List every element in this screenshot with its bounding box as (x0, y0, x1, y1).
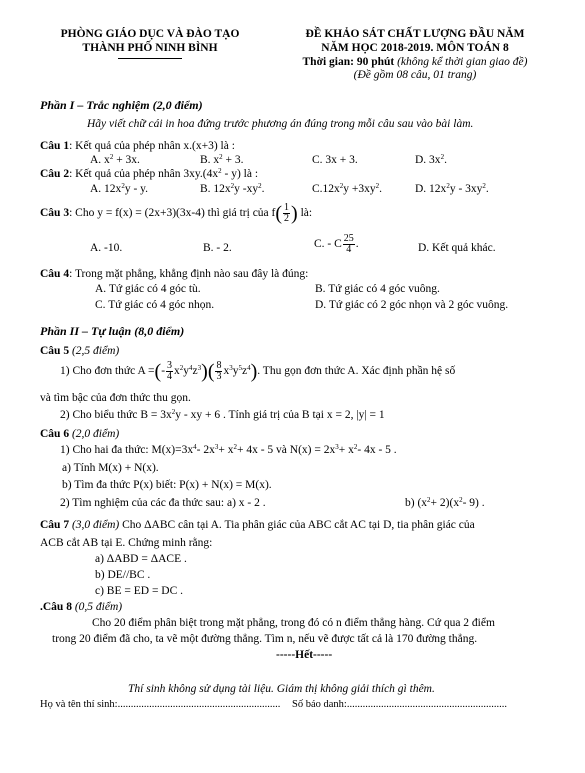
q4-option-b: B. Tứ giác có 4 góc vuông. (315, 283, 440, 295)
q5-part1: 1) Cho đơn thức A =(- $\frac{3}{4}$ $x^2y^4z^3$)( $\frac{8}{3}$ $x^3y^5z^4$). Thu gọn đơn thức A. Xác định phần hệ số (60, 360, 456, 383)
q2-option-b: B. $12x^2y$ $-xy^2$. (200, 182, 265, 195)
q1-stem: Câu 1: Kết quả của phép nhân x.(x+3) là : (40, 140, 235, 152)
header-rule (118, 58, 182, 59)
q6-part1: 1) Cho hai đa thức: $M(x)=3x^4-$ $2x^3+ x^2+ 4x - 5$ và $N(x) = 2x^3+ x^2-$ 4x - 5 . (60, 443, 397, 456)
q3-option-c: C. - C $\frac{25}{4}$ . (314, 233, 359, 255)
part2-title: Phần II – Tự luận (8,0 điểm) (40, 324, 185, 338)
end-mark: -----Hết----- (276, 649, 333, 661)
q8-line2: trong 20 điểm đã cho, ta vẽ một đường thẳng. Tìm n, nếu vẽ được tất cả là 170 đường thẳng. (52, 633, 478, 645)
q3-option-a: A. -10. (90, 242, 123, 254)
footer-note: Thí sinh không sử dụng tài liệu. Giám thị không giải thích gì thêm. (128, 683, 435, 695)
q6-part2-a: 2) Tìm nghiệm của các đa thức sau: a) x - 2 . (60, 497, 266, 509)
exam-header (275, 28, 555, 83)
q4-option-c: C. Tứ giác có 4 góc nhọn. (95, 299, 215, 311)
q2-option-a: A. $12x^2y$ - y. (90, 182, 149, 195)
q6-part1-a: a) Tính M(x) + N(x). (62, 462, 159, 474)
q6-heading: Câu 6 (2,0 điểm) (40, 428, 120, 440)
exam-year: NĂM HỌC 2018-2019. MÔN TOÁN 8 (321, 41, 509, 54)
q3-half-fraction: $\frac{1}{2}$ (284, 202, 290, 224)
q8-heading: .Câu 8 (0,5 điểm) (40, 601, 123, 613)
q2-option-d: D. $12x^2y - 3xy^2$. (415, 182, 489, 195)
q4-option-d: D. Tứ giác có 2 góc nhọn và 2 góc vuông. (315, 299, 509, 311)
org-header (40, 28, 260, 59)
q7-stem2: ACB cắt AB tại E. Chứng minh rằng: (40, 537, 213, 549)
q7-part-a: a) ΔABD = ΔACE . (95, 553, 187, 565)
org-line1: PHÒNG GIÁO DỤC VÀ ĐÀO TẠO (60, 28, 240, 40)
q7-stem: Câu 7 (3,0 điểm) Cho ΔABC cân tại A. Tia phân giác của ABC cắt AC tại D, tia phân giác của (40, 519, 475, 531)
q1-option-c: C. 3x + 3. (312, 154, 358, 166)
q3-stem: Câu 3: Cho y = f(x) = (2x+3)(3x-4) thì giá trị của f( $\frac{1}{2}$ ) là: (40, 202, 313, 225)
exam-pages: (Đề gồm 08 câu, 01 trang) (353, 69, 477, 82)
part1-title: Phần I – Trắc nghiệm (2,0 điểm) (40, 98, 203, 112)
q5-part2: 2) Cho biểu thức $B = 3x^2y$ - xy + 6 . Tính giá trị của B tại x = 2, |y| = 1 (60, 408, 385, 421)
q1-option-a: A. $x^2 + 3x$. (90, 153, 140, 166)
part1-instruction: Hãy viết chữ cái in hoa đứng trước phương án đúng trong mỗi câu sau vào bài làm. (87, 118, 474, 130)
q7-part-c: c) BE = ED = DC . (95, 585, 184, 597)
exam-time: Thời gian: 90 phút (không kể thời gian giao đề) (302, 55, 528, 68)
q5-part1-line2: và tìm bậc của đơn thức thu gọn. (40, 392, 191, 404)
q6-part1-b: b) Tìm đa thức P(x) biết: P(x) + N(x) = M(x). (62, 479, 272, 491)
q1-option-b: B. $x^2 + 3$. (200, 153, 244, 166)
org-line2: THÀNH PHỐ NINH BÌNH (82, 41, 218, 54)
q5-heading: Câu 5 (2,5 điểm) (40, 345, 120, 357)
candidate-name-field: Họ và tên thí sinh:.............................................................. (40, 699, 281, 710)
q1-option-d: D. $3x^2$. (415, 153, 447, 166)
candidate-number-field: Số báo danh:............................................................. (292, 699, 507, 710)
q8-line1: Cho 20 điểm phân biệt trong mặt phẳng, trong đó có n điểm thẳng hàng. Cứ qua 2 điểm (92, 617, 495, 629)
q3-option-b: B. - 2. (203, 242, 232, 254)
q2-option-c: $C.12x^2y +3xy^2$. (312, 182, 383, 195)
q4-option-a: A. Tứ giác có 4 góc tù. (95, 283, 201, 295)
q2-stem: Câu 2: Kết quả của phép nhân $3xy.(4x^2 - y)$ là : (40, 167, 259, 180)
exam-title: ĐỀ KHẢO SÁT CHẤT LƯỢNG ĐẦU NĂM (305, 28, 525, 40)
q4-stem: Câu 4: Trong mặt phẳng, khẳng định nào sau đây là đúng: (40, 268, 309, 280)
q7-part-b: b) DE//BC . (95, 569, 151, 581)
q6-part2-b: b) $(x^2+ 2)(x^2-$ 9) . (405, 496, 485, 509)
q3-option-d: D. Kết quả khác. (418, 242, 496, 254)
